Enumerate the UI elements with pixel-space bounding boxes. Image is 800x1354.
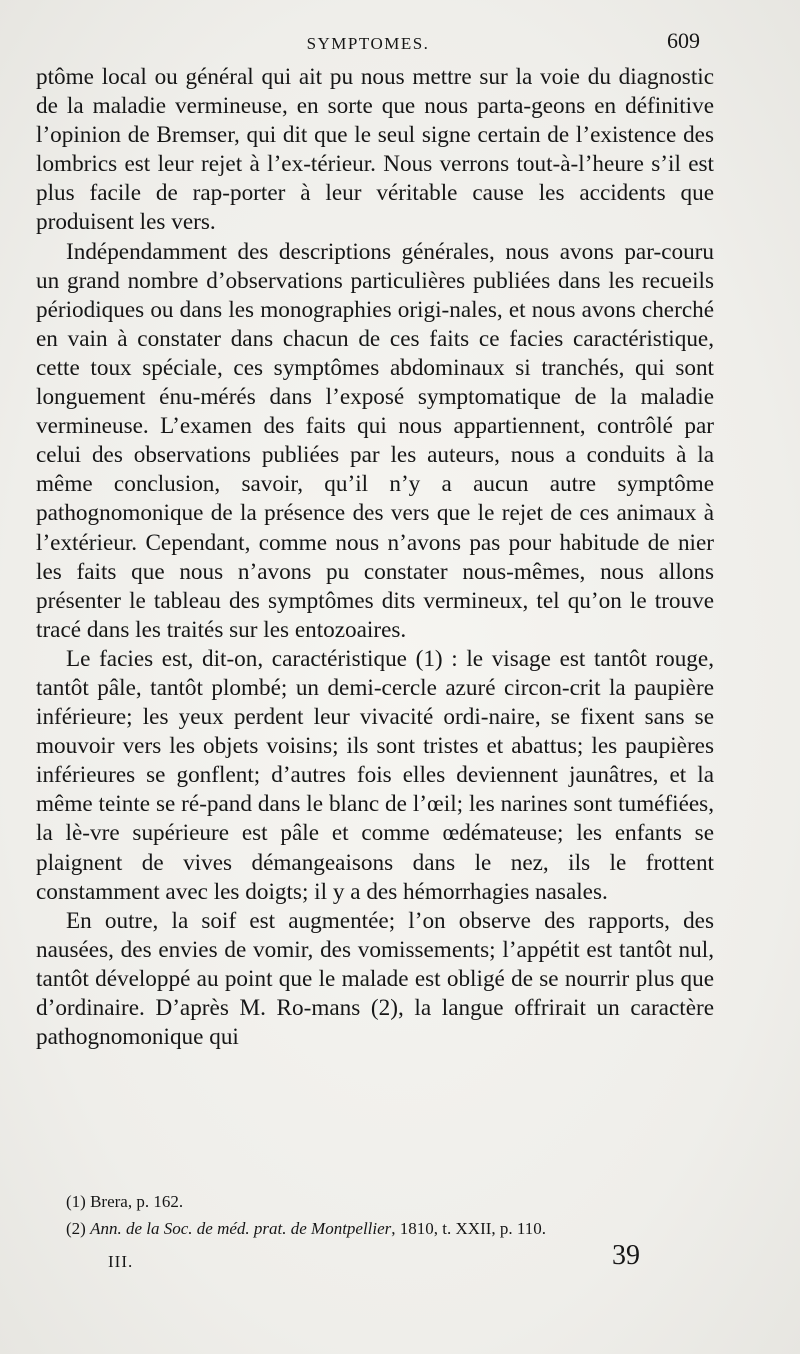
paragraph-continuation: ptôme local ou général qui ait pu nous mettre sur la voie du diagnostic de la maladie vermineuse, en sorte que nous parta-geons en définitive l’opinion de Bremser, qui dit que le seul signe certain de l’existence des lombrics est leur rejet à l’ex-térieur. Nous verrons tout-à-l’heure s’il est plus facile de rap-porter à leur véritable cause les accidents que produisent les vers. bbox=[36, 64, 714, 236]
footnote-1: (1) Brera, p. 162. bbox=[66, 1192, 184, 1211]
page-number: 609 bbox=[667, 28, 700, 53]
footnote-2-reference: , 1810, t. XXII, p. 110. bbox=[391, 1219, 547, 1238]
footnotes bbox=[66, 1190, 726, 1244]
sheet-number: 39 bbox=[612, 1240, 640, 1271]
paragraph-facies: Le facies est, dit-on, caractéristique (1) : le visage est tantôt rouge, tantôt pâle, tantôt plombé; un demi-cercle azuré circon-crit la paupière inférieure; les yeux perdent leur vivacité ordi-naire, se fixent sans se mouvoir vers les objets voisins; ils sont tristes et abattus; les paupières inférieures se gonflent; d’autres fois elles deviennent jaunâtres, et la même teinte se ré-pand dans le blanc de l’œil; les narines sont tuméfiées, la lè-vre supérieure est pâle et comme œdémateuse; les enfants se plaignent de vives démangeaisons dans le nez, ils le frottent constamment avec les doigts; il y a des hémorrhagies nasales. bbox=[36, 645, 714, 905]
running-title: SYMPTOMES. bbox=[306, 34, 430, 53]
footnote-2 bbox=[66, 1217, 726, 1240]
footnote-2-journal-title: Ann. de la Soc. de méd. prat. de Montpellier bbox=[90, 1219, 392, 1238]
running-head bbox=[36, 28, 700, 60]
signature-mark: III. bbox=[108, 1252, 134, 1271]
footnote-2-mark: (2) bbox=[66, 1219, 91, 1238]
paragraph-digestive-symptoms: En outre, la soif est augmentée; l’on observe des rapports, des nausées, des envies de vomir, des vomissements; l’appétit est tantôt nul, tantôt développé au point que le malade est obligé de se nourrir plus que d’ordinaire. D’après M. Ro-mans (2), la langue offrirait un caractère pathognomonique qui bbox=[36, 907, 714, 1051]
body-text bbox=[36, 63, 714, 1052]
paragraph-observations: Indépendamment des descriptions générales, nous avons par-couru un grand nombre d’observations particulières publiées dans les recueils périodiques ou dans les monographies origi-nales, et nous avons cherché en vain à constater dans chacun de ces faits ce facies caractéristique, cette toux spéciale, ces symptômes abdominaux si tranchés, qui sont longuement énu-mérés dans l’exposé symptomatique de la maladie vermineuse. L’examen des faits qui nous appartiennent, contrôlé par celui des observations publiées par les auteurs, nous a conduits à la même conclusion, savoir, qu’il n’y a aucun autre symptôme pathognomonique de la présence des vers que le rejet de ces animaux à l’extérieur. Cependant, comme nous n’avons pas pour habitude de nier les faits que nous n’avons pu constater nous-mêmes, nous allons présenter le tableau des symptômes dits vermineux, tel qu’on le trouve tracé dans les traités sur les entozoaires. bbox=[36, 238, 714, 643]
